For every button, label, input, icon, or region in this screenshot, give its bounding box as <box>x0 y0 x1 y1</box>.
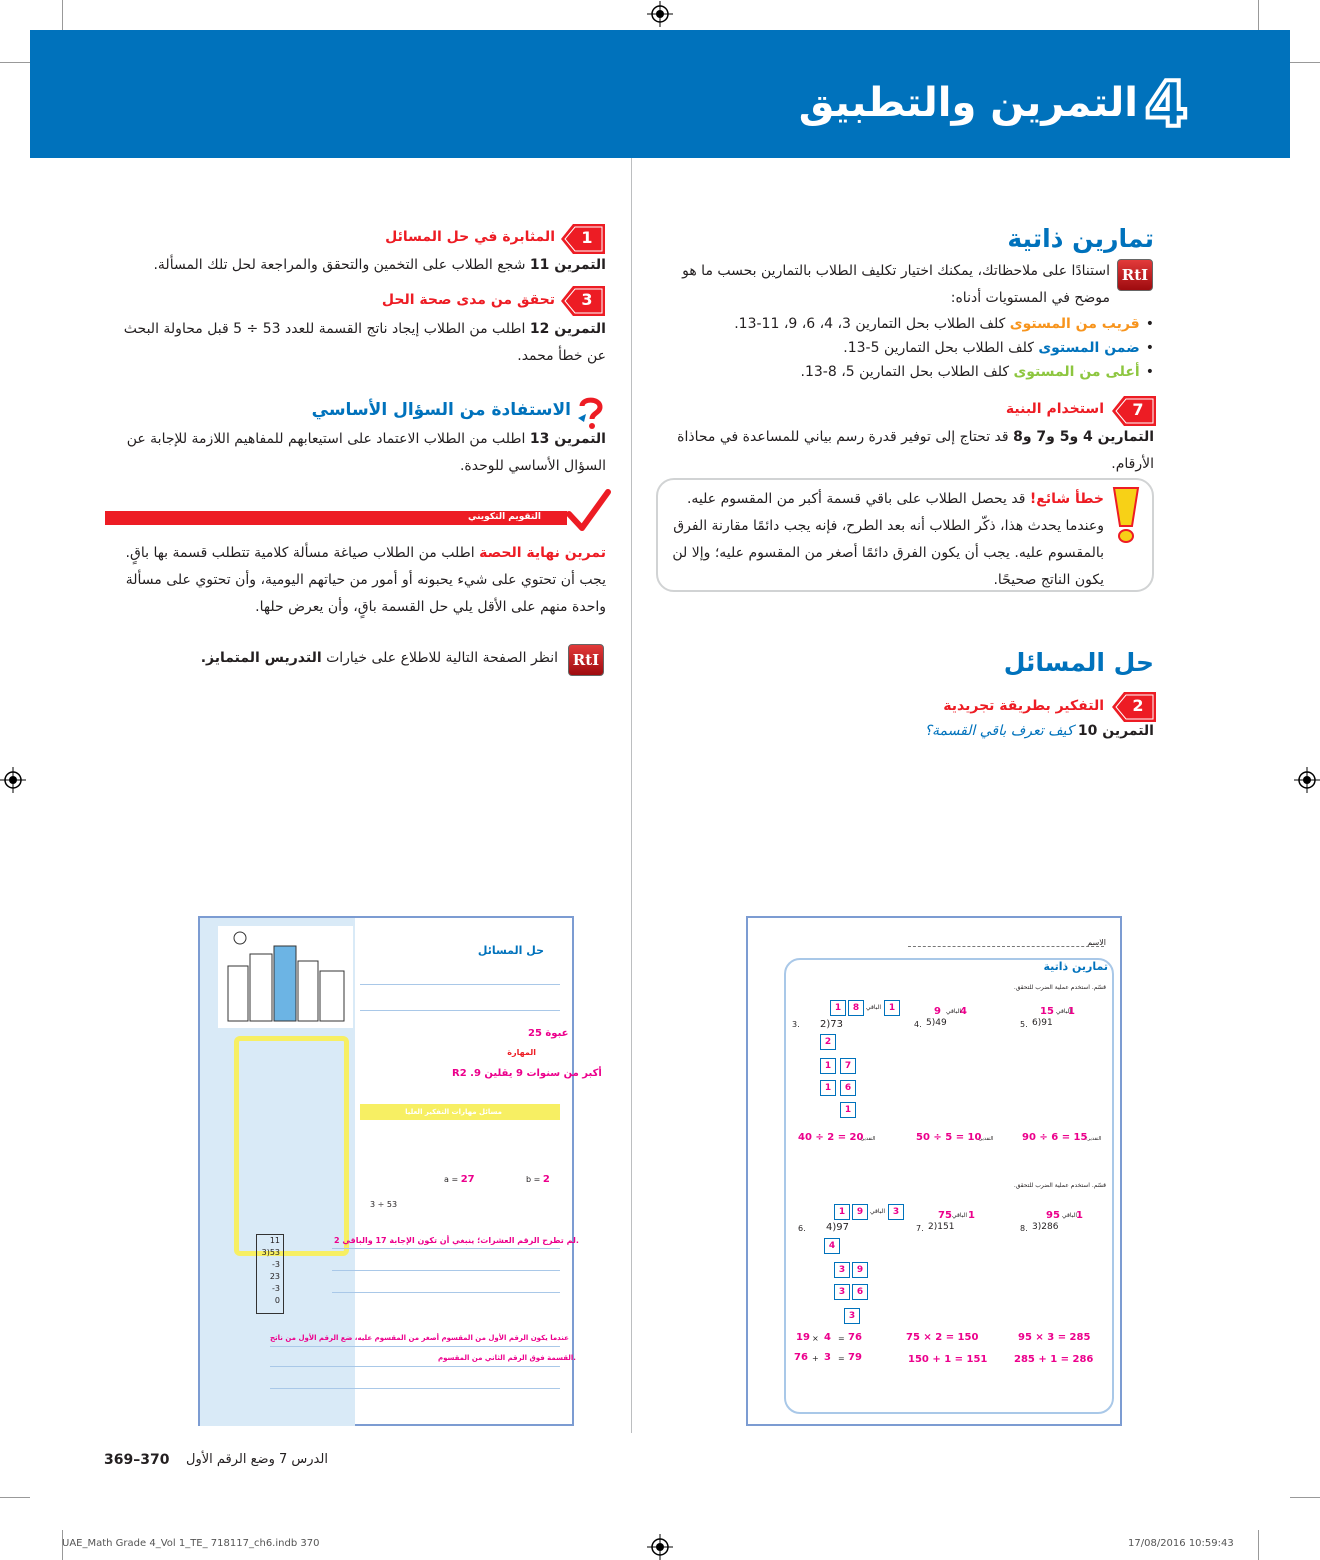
practice-label: استخدام البنية <box>1005 401 1104 417</box>
exercise-text: اطلب من الطلاب إيجاد ناتج القسمة للعدد 53 ÷ 5 قبل محاولة البحث عن خطأ محمد. <box>123 321 606 364</box>
answer-box: 6 <box>852 1284 868 1300</box>
print-timestamp: 17/08/2016 10:59:43 <box>1128 1538 1234 1549</box>
crop-mark <box>1290 62 1320 63</box>
thumb-answer: 25 عبوة <box>528 1028 569 1039</box>
thumb-name-line <box>908 946 1104 947</box>
practice-number: 7 <box>1132 400 1144 419</box>
remainder-word: الباقي <box>870 1208 886 1215</box>
formative-assessment-label: التقويم التكويني <box>468 512 542 522</box>
level-text: كلف الطلاب بحل التمارين 3، 4، 6، 9، 11-13. <box>734 316 1006 332</box>
answer-box: 1 <box>834 1204 850 1220</box>
checkmark-icon <box>566 488 610 532</box>
answer-box: 3 <box>834 1284 850 1300</box>
formative-text <box>104 540 606 621</box>
thumb-answer: لم تطرح الرقم العشرات؛ ينبغي أن تكون الإجابة 17 والباقي 2. <box>334 1236 579 1245</box>
estimate-word: التقدير: <box>860 1136 876 1142</box>
estimate: 40 ÷ 2 = 20 <box>798 1132 864 1143</box>
thumb-section-banner: مسائل مهارات التفكير العليا <box>405 1108 502 1116</box>
practice-arrow <box>1112 396 1156 426</box>
thumb-answer: القسمة فوق الرقم الثاني من المقسوم. <box>438 1354 576 1362</box>
exclamation-icon <box>1108 486 1142 546</box>
dividend: 73 <box>830 1019 844 1030</box>
thumb-heading: حل المسائل <box>477 944 544 957</box>
level-label: أعلى من المستوى <box>1013 364 1140 380</box>
exercise-text: قد تحتاج إلى توفير قدرة رسم بياني للمساعدة في محاذاة الأرقام. <box>677 429 1154 472</box>
thumb-answer: R2 .9 أكبر من سنوات 9 يقلين <box>452 1068 602 1079</box>
exercise-prefix: التمرين 11 <box>529 257 606 273</box>
exercise-question: كيف تعرف باقي القسمة؟ <box>924 723 1074 739</box>
thumb-answer: 2 <box>542 1174 550 1185</box>
quotient: 95 <box>1046 1210 1060 1221</box>
division-problem: 2)151 <box>928 1222 955 1232</box>
thumb-line <box>332 1292 560 1293</box>
exercise-label: 5. <box>1020 1020 1028 1029</box>
student-page-thumbnail-right <box>746 916 1122 1426</box>
remainder: 1 <box>1076 1210 1083 1221</box>
check-op: × <box>812 1334 819 1343</box>
column-divider <box>631 158 632 1433</box>
answer-box: 9 <box>852 1262 868 1278</box>
estimate: 90 ÷ 6 = 15 <box>1022 1132 1088 1143</box>
check-op: + <box>812 1354 819 1363</box>
thumb-subtitle: قسّم. استخدم عملية الضرب للتحقق. <box>1013 1182 1106 1189</box>
answer-box: 1 <box>884 1000 900 1016</box>
quotient: 75 <box>938 1210 952 1221</box>
crop-mark <box>1290 1497 1320 1498</box>
thumb-var-b: b = 2 <box>526 1174 550 1185</box>
quotient: 15 <box>1040 1006 1054 1017</box>
exercise-label: 3. <box>792 1020 800 1029</box>
check-value: 3 <box>824 1352 831 1363</box>
crop-mark <box>1258 0 1259 30</box>
check-value: 285 + 1 = 286 <box>1014 1354 1094 1365</box>
remainder-word: الباقي <box>946 1008 962 1015</box>
rti-badge: RtI <box>568 644 604 676</box>
thumb-label: المهارة <box>507 1048 536 1057</box>
thumb-line <box>270 1366 560 1367</box>
work-line: -3 <box>272 1260 280 1269</box>
estimate-word: التقدير: <box>978 1136 994 1142</box>
registration-mark-icon <box>1294 767 1320 793</box>
exercise-label: 8. <box>1020 1224 1028 1233</box>
level-text: كلف الطلاب بحل التمارين 5-13. <box>843 340 1034 356</box>
common-error-label: خطأ شائع! <box>1029 491 1104 507</box>
thumb-work-box <box>256 1234 284 1314</box>
exercise-label: 4. <box>914 1020 922 1029</box>
thumb-var-a: a = 27 <box>444 1174 475 1185</box>
level-item <box>660 360 1154 384</box>
crop-mark <box>0 1497 30 1498</box>
student-page-thumbnail-left <box>198 916 602 1426</box>
level-item <box>660 312 1154 336</box>
level-item <box>660 336 1154 360</box>
thumb-line <box>332 1248 560 1249</box>
registration-mark-icon <box>0 767 26 793</box>
thumb-name-label: الاسم <box>1087 938 1106 947</box>
exercise-prefix: التمرين 12 <box>529 321 606 337</box>
practice-number: 2 <box>1132 696 1144 715</box>
remainder-word: الباقي <box>866 1004 882 1011</box>
check-value: 76 <box>794 1352 808 1363</box>
answer-box: 2 <box>820 1034 836 1050</box>
registration-mark-icon <box>647 1534 673 1560</box>
practice-number: 1 <box>581 228 593 247</box>
remainder-word: الباقي <box>952 1212 968 1219</box>
rti-note-text: انظر الصفحة التالية للاطلاع على خيارات <box>326 650 558 666</box>
divisor: 4 <box>826 1222 833 1233</box>
crop-mark <box>0 62 30 63</box>
division-problem: 6)91 <box>1032 1018 1053 1028</box>
quotient: 9 <box>934 1006 941 1017</box>
check-value: 19 <box>796 1332 810 1343</box>
answer-box: 1 <box>830 1000 846 1016</box>
work-line: -3 <box>272 1284 280 1293</box>
remainder: 1 <box>1068 1006 1075 1017</box>
check-value: 76 <box>848 1332 862 1343</box>
formative-prefix: تمرين نهاية الحصة <box>479 545 606 561</box>
check-value: 95 × 3 = 285 <box>1018 1332 1091 1343</box>
estimate: 50 ÷ 5 = 10 <box>916 1132 982 1143</box>
practice-label: المثابرة في حل المسائل <box>385 229 555 245</box>
exercise-label: 6. <box>798 1224 806 1233</box>
practice-label: تحقق من مدى صحة الحل <box>381 292 555 308</box>
check-op: = <box>838 1354 845 1363</box>
lesson-title: الدرس 7 وضع الرقم الأول <box>186 1452 328 1467</box>
thumb-line <box>360 1010 560 1011</box>
answer-box: 1 <box>820 1080 836 1096</box>
answer-box: 9 <box>852 1204 868 1220</box>
question-mark-icon <box>576 396 606 430</box>
answer-box: 1 <box>840 1102 856 1118</box>
exercise-label: 7. <box>916 1224 924 1233</box>
crop-mark <box>1258 1530 1259 1560</box>
division-problem: 3)286 <box>1032 1222 1059 1232</box>
answer-box: 6 <box>840 1080 856 1096</box>
remainder: 4 <box>960 1006 967 1017</box>
check-op: = <box>838 1334 845 1343</box>
answer-box: 3 <box>844 1308 860 1324</box>
thumb-line <box>332 1270 560 1271</box>
work-line: 3)53 <box>261 1248 280 1257</box>
thumb-subtitle: قسّم. استخدم عملية الضرب للتحقق. <box>1013 984 1106 991</box>
practice3-text <box>104 316 606 370</box>
page-range: 369–370 <box>104 1452 170 1468</box>
remainder-word: الباقي <box>1062 1212 1078 1219</box>
rti-note <box>104 645 558 672</box>
practice-label: التفكير بطريقة تجريدية <box>943 698 1104 714</box>
thumb-line <box>360 984 560 985</box>
check-value: 79 <box>848 1352 862 1363</box>
thumb-q12-text: 53 ÷ 3 <box>370 1200 398 1209</box>
crop-mark <box>62 0 63 30</box>
exercise-text: اطلب من الطلاب الاعتماد على استيعابهم للمفاهيم اللازمة للإجابة عن السؤال الأساسي للوحدة. <box>126 431 606 474</box>
divisor: 2 <box>820 1019 827 1030</box>
answer-box: 3 <box>888 1204 904 1220</box>
level-label: قريب من المستوى <box>1009 316 1140 332</box>
remainder: 1 <box>968 1210 975 1221</box>
answer-box: 3 <box>834 1262 850 1278</box>
level-list <box>660 312 1154 384</box>
thumb-line <box>270 1346 560 1347</box>
thumb-answer: 27 <box>460 1174 475 1185</box>
practice1-text <box>104 252 606 279</box>
answer-box: 7 <box>840 1058 856 1074</box>
thumb-answer: عندما يكون الرقم الأول من المقسوم أصغر من المقسوم عليه، ضع الرقم الأول من ناتج <box>270 1334 569 1342</box>
practice-number: 3 <box>581 290 593 309</box>
work-line: 11 <box>269 1236 280 1245</box>
file-slug: UAE_Math Grade 4_Vol 1_TE_ 718117_ch6.indb 370 <box>62 1538 320 1549</box>
division-problem: 4)97 <box>826 1222 850 1233</box>
check-value: 4 <box>824 1332 831 1343</box>
exercise-text: شجع الطلاب على التخمين والتحقق والمراجعة لحل تلك المسألة. <box>153 257 526 273</box>
level-label: ضمن المستوى <box>1038 340 1140 356</box>
practice7-text <box>656 424 1154 478</box>
formative-body: اطلب من الطلاب صياغة مسألة كلامية تتطلب قسمة بها باقٍ. يجب أن تحتوي على شيء يحبونه أو أمور من حياتهم اليومية، وأن تحتوي على مسألة واحدة منهم على الأقل يلي حل القسمة باقٍ، وأن يعرض حلها. <box>125 545 606 615</box>
self-practice-intro: استنادًا على ملاحظاتك، يمكنك اختيار تكليف الطلاب بالتمارين بحسب ما هو موضح في المستويات أدناه: <box>682 263 1110 306</box>
check-value: 75 × 2 = 150 <box>906 1332 979 1343</box>
essential-question-text <box>104 426 606 480</box>
check-value: 150 + 1 = 151 <box>908 1354 988 1365</box>
thumb-heading: تمارين ذاتية <box>1043 960 1108 973</box>
division-problem: 2)73 <box>820 1019 844 1030</box>
work-line: 23 <box>269 1272 280 1281</box>
thumb-line <box>270 1388 560 1389</box>
level-text: كلف الطلاب بحل التمارين 5، 8-13. <box>800 364 1009 380</box>
essential-question-heading: الاستفادة من السؤال الأساسي <box>311 400 571 420</box>
chapter-number: 4 <box>1144 68 1188 141</box>
common-error-text <box>670 486 1104 594</box>
practice-arrow <box>561 224 605 254</box>
answer-box: 8 <box>848 1000 864 1016</box>
exercise-prefix: التمرين 10 <box>1077 723 1154 739</box>
banner-title: التمرين والتطبيق <box>798 80 1138 126</box>
self-practice-heading: تمارين ذاتية <box>1007 224 1154 253</box>
dividend: 97 <box>836 1222 850 1233</box>
answer-box: 4 <box>824 1238 840 1254</box>
city-illustration-icon <box>218 926 353 1028</box>
answer-box: 1 <box>820 1058 836 1074</box>
rti-badge: RtI <box>1117 259 1153 291</box>
exercise10-text <box>800 718 1154 745</box>
remainder-word: الباقي <box>1056 1008 1072 1015</box>
rti-note-bold: التدريس المتمايز. <box>200 650 322 666</box>
division-problem: 5)49 <box>926 1018 947 1028</box>
practice-arrow <box>561 286 605 316</box>
thumb-yellow-frame <box>234 1036 349 1256</box>
exercise-prefix: التمارين 4 و5 و7 و8 <box>1013 429 1154 445</box>
problem-solving-heading: حل المسائل <box>1003 648 1154 677</box>
exercise-prefix: التمرين 13 <box>529 431 606 447</box>
common-error-body: قد يحصل الطلاب على باقي قسمة أكبر من المقسوم عليه. وعندما يحدث هذا، ذكّر الطلاب أنه بعد الطرح، فإنه يجب دائمًا مقارنة الفرق بالمقسوم عليه. يجب أن يكون الفرق دائمًا أصغر من المقسوم عليه؛ وإلا لن يكون الناتج صحيحًا. <box>672 491 1104 588</box>
work-line: 0 <box>274 1296 280 1305</box>
estimate-word: التقدير: <box>1086 1136 1102 1142</box>
registration-mark-icon <box>647 1 673 27</box>
